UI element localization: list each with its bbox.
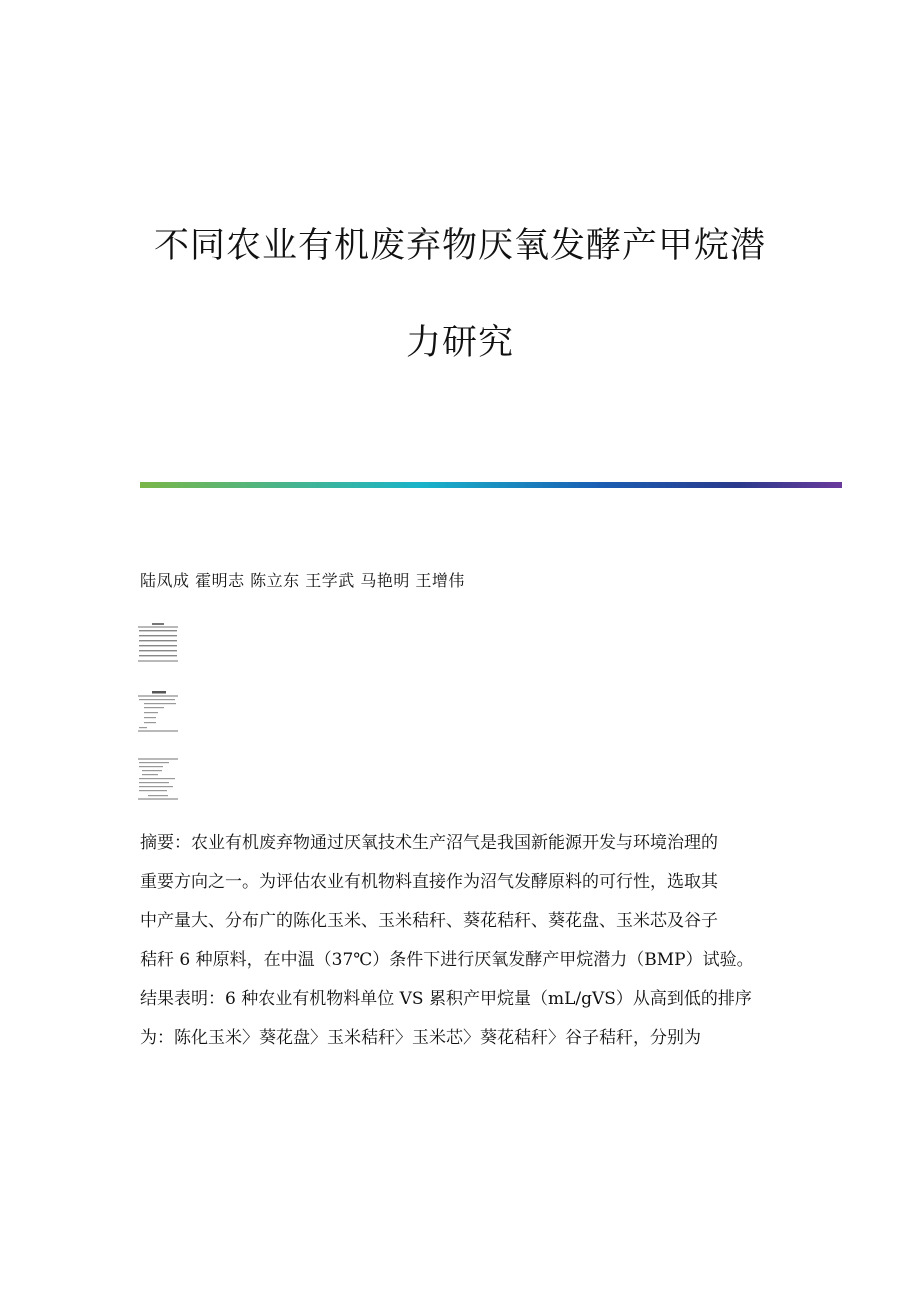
table-thumbnail-1[interactable] — [138, 622, 178, 662]
abstract-line: 为：陈化玉米〉葵花盘〉玉米秸秆〉玉米芯〉葵花秸秆〉谷子秸秆，分别为 — [140, 1028, 701, 1048]
paper-title-line-2: 力研究 — [405, 323, 514, 363]
abstract-line: 摘要：农业有机废弃物通过厌氧技术生产沼气是我国新能源开发与环境治理的 — [140, 833, 718, 853]
abstract-line: 结果表明：6 种农业有机物料单位 VS 累积产甲烷量（mL/gVS）从高到低的排序 — [140, 989, 752, 1009]
table-thumbnail-3[interactable] — [138, 758, 178, 800]
gradient-divider — [140, 482, 842, 488]
abstract-paragraph — [140, 824, 780, 1058]
abstract-line: 重要方向之一。为评估农业有机物料直接作为沼气发酵原料的可行性，选取其 — [140, 872, 718, 892]
abstract-line: 中产量大、分布广的陈化玉米、玉米秸秆、葵花秸秆、葵花盘、玉米芯及谷子 — [140, 911, 718, 931]
abstract-line: 秸秆 6 种原料，在中温（37℃）条件下进行厌氧发酵产甲烷潜力（BMP）试验。 — [140, 950, 754, 970]
paper-title-line-1: 不同农业有机废弃物厌氧发酵产甲烷潜 — [153, 226, 766, 266]
table-thumbnail-2[interactable] — [138, 690, 178, 732]
author-list: 陆凤成 霍明志 陈立东 王学武 马艳明 王增伟 — [140, 571, 465, 590]
